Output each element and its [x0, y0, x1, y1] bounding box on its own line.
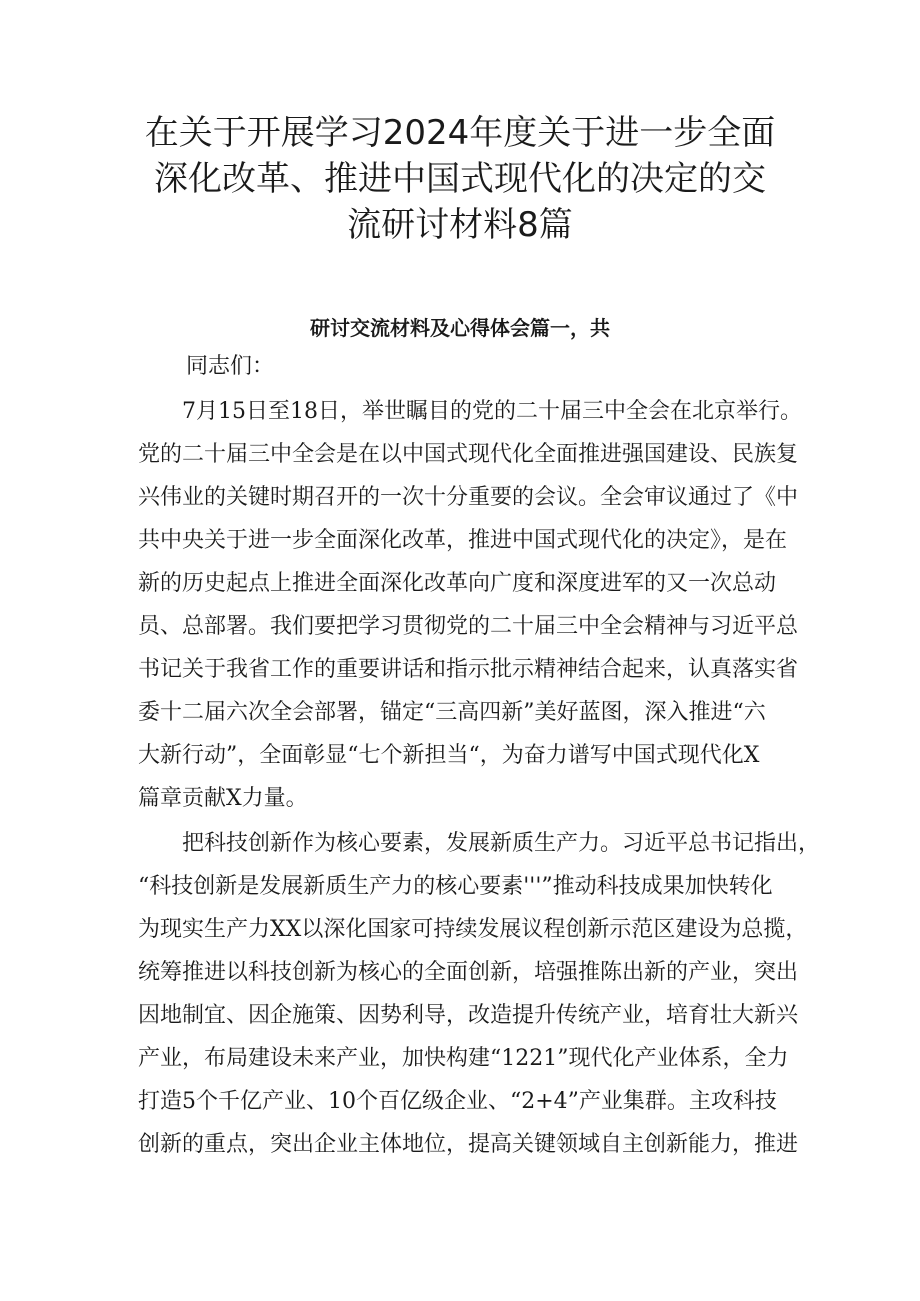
- text-line: 篇章贡献X力量。: [138, 786, 308, 811]
- paragraph-1: [138, 390, 802, 820]
- salutation: 同志们：: [186, 354, 275, 379]
- text-line: 大新行动”，全面彰显“七个新担当“，为奋力谱写中国式现代化X: [138, 743, 760, 768]
- text-line: 把科技创新作为核心要素，发展新质生产力。习近平总书记指出，: [182, 831, 821, 856]
- text-line: 产业，布局建设未来产业，加快构建“1221”现代化产业体系，全力: [138, 1046, 789, 1071]
- text-line: 7月15日至18日，举世瞩目的党的二十届三中全会在北京举行。: [182, 399, 802, 424]
- text-line: 因地制宜、因企施策、因势利导，改造提升传统产业，培育壮大新兴: [138, 1003, 799, 1028]
- section-heading: 研讨交流材料及心得体会篇一，共: [310, 316, 610, 340]
- text-line: 兴伟业的关键时期召开的一次十分重要的会议。全会审议通过了《中: [138, 485, 799, 510]
- text-line: 党的二十届三中全会是在以中国式现代化全面推进强国建设、民族复: [138, 442, 799, 467]
- paragraph-2: [138, 822, 821, 1166]
- text-line: 为现实生产力XX以深化国家可持续发展议程创新示范区建设为总揽，: [138, 917, 808, 942]
- text-line: 统筹推进以科技创新为核心的全面创新，培强推陈出新的产业，突出: [138, 960, 799, 985]
- title-line: 深化改革、推进中国式现代化的决定的交: [154, 159, 766, 199]
- text-line: 员、总部署。我们要把学习贯彻党的二十届三中全会精神与习近平总: [138, 614, 799, 639]
- text-line: 打造5个千亿产业、10个百亿级企业、“2+4”产业集群。主攻科技: [138, 1089, 777, 1114]
- text-line: “科技创新是发展新质生产力的核心要素'''”推动科技成果加快转化: [138, 874, 773, 899]
- text-line: 新的历史起点上推进全面深化改革向广度和深度进军的又一次总动: [138, 571, 777, 596]
- title-line: 在关于开展学习2024年度关于进一步全面: [144, 113, 776, 153]
- text-line: 创新的重点，突出企业主体地位，提高关键领域自主创新能力，推进: [138, 1132, 799, 1157]
- document-title: [130, 110, 790, 248]
- text-line: 委十二届六次全会部署，锚定“三高四新”美好蓝图，深入推进“六: [138, 700, 766, 725]
- text-line: 书记关于我省工作的重要讲话和指示批示精神结合起来，认真落实省: [138, 657, 799, 682]
- text-line: 共中央关于进一步全面深化改革，推进中国式现代化的决定》，是在: [138, 528, 788, 553]
- title-line: 流研讨材料8篇: [347, 205, 573, 245]
